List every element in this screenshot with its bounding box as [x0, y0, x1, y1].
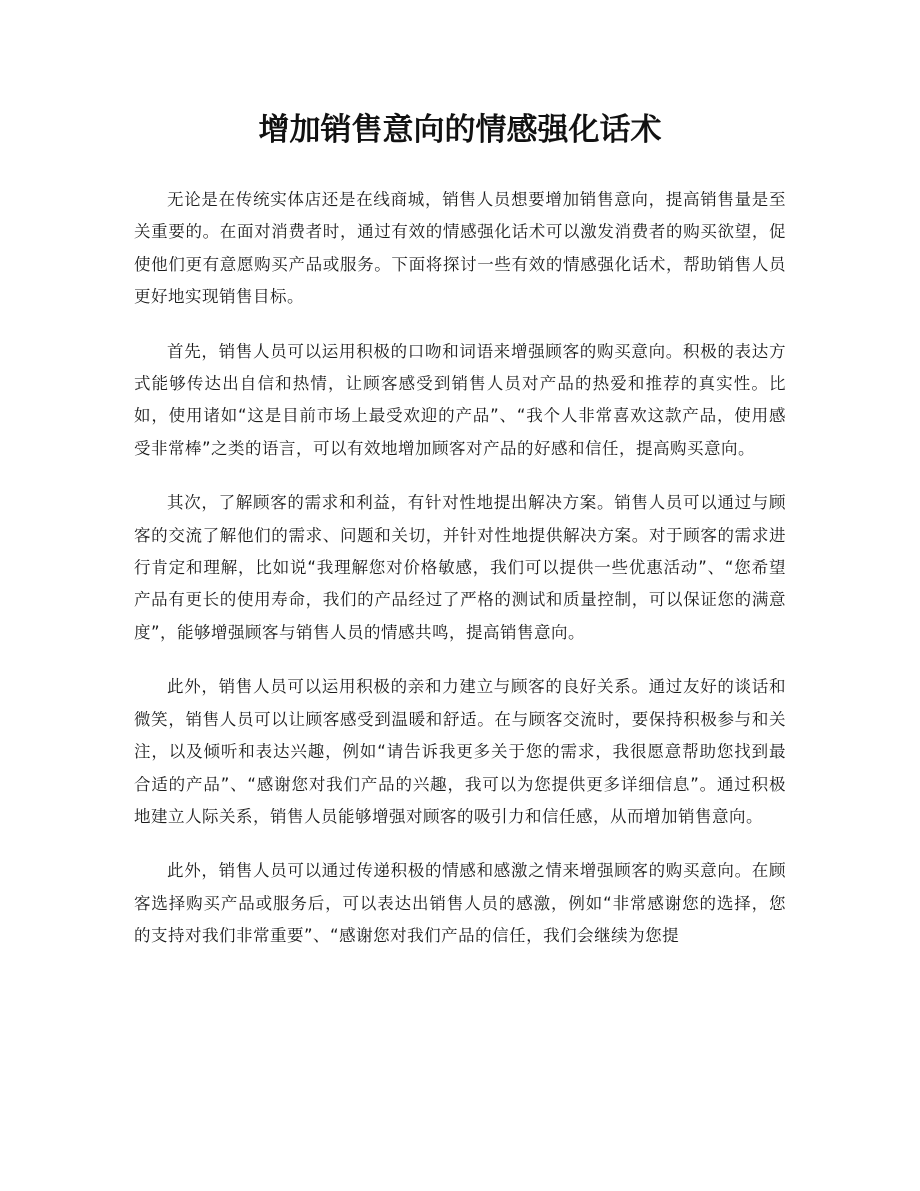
paragraph-2: 首先，销售人员可以运用积极的口吻和词语来增强顾客的购买意向。积极的表达方式能够传达出自信和热情，让顾客感受到销售人员对产品的热爱和推荐的真实性。比如，使用诸如“这是目前市场上最受欢迎的产品”、“我个人非常喜欢这款产品，使用感受非常棒”之类的语言，可以有效地增加顾客对产品的好感和信任，提高购买意向。 — [134, 341, 786, 458]
paragraph-5: 此外，销售人员可以通过传递积极的情感和感激之情来增强顾客的购买意向。在顾客选择购买产品或服务后，可以表达出销售人员的感激，例如“非常感谢您的选择，您的支持对我们非常重要”、“感谢您对我们产品的信任，我们会继续为您提 — [134, 861, 786, 946]
paragraph-3: 其次，了解顾客的需求和利益，有针对性地提出解决方案。销售人员可以通过与顾客的交流了解他们的需求、问题和关切，并针对性地提供解决方案。对于顾客的需求进行肯定和理解，比如说“我理解您对价格敏感，我们可以提供一些优惠活动”、“您希望产品有更长的使用寿命，我们的产品经过了严格的测试和质量控制，可以保证您的满意度”，能够增强顾客与销售人员的情感共鸣，提高销售意向。 — [134, 493, 786, 642]
document-title: 增加销售意向的情感强化话术 — [258, 112, 662, 148]
document-body — [134, 184, 786, 975]
paragraph-1: 无论是在传统实体店还是在线商城，销售人员想要增加销售意向，提高销售量是至关重要的。在面对消费者时，通过有效的情感强化话术可以激发消费者的购买欲望，促使他们更有意愿购买产品或服务。下面将探讨一些有效的情感强化话术，帮助销售人员更好地实现销售目标。 — [134, 190, 786, 307]
paragraph-4: 此外，销售人员可以运用积极的亲和力建立与顾客的良好关系。通过友好的谈话和微笑，销售人员可以让顾客感受到温暖和舒适。在与顾客交流时，要保持积极参与和关注，以及倾听和表达兴趣，例如“请告诉我更多关于您的需求，我很愿意帮助您找到最合适的产品”、“感谢您对我们产品的兴趣，我可以为您提供更多详细信息”。通过积极地建立人际关系，销售人员能够增强对顾客的吸引力和信任感，从而增加销售意向。 — [134, 677, 786, 826]
